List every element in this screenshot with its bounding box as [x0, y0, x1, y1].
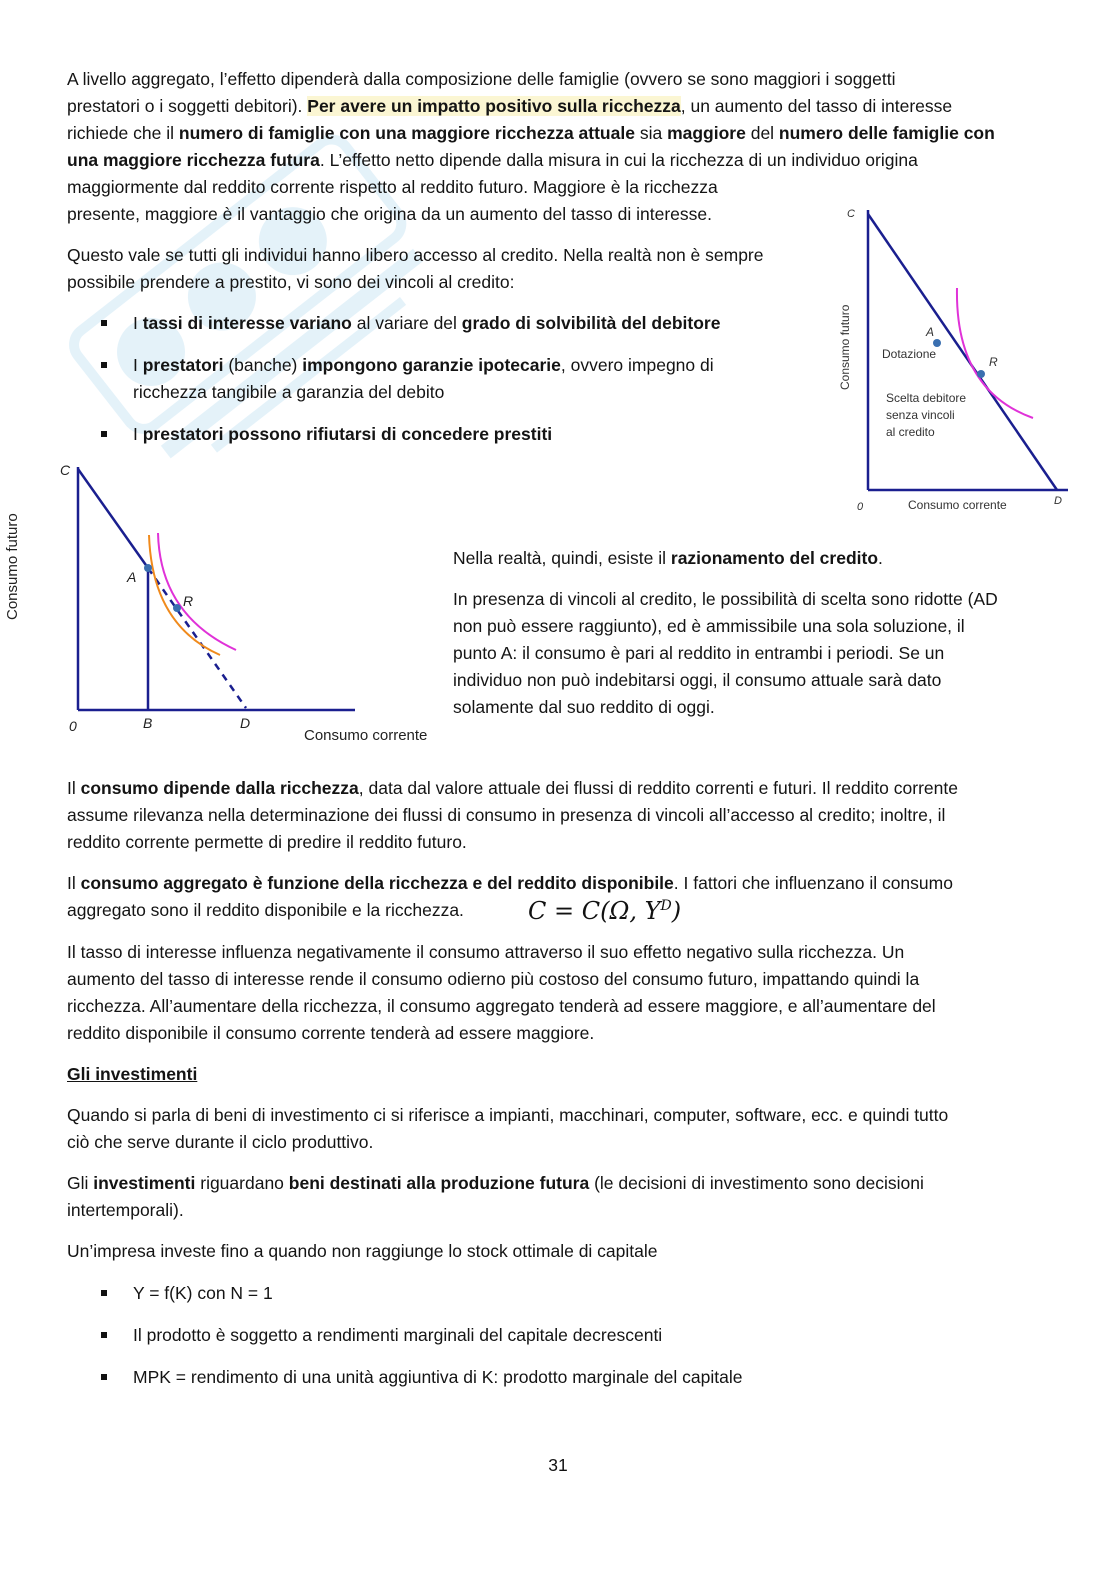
text-line: richiede che il [67, 123, 179, 143]
paragraph-constraints-effect [453, 586, 998, 721]
bold-text: Per avere un impatto positivo sulla ricchezza [307, 96, 681, 116]
text-line: . L’effetto netto dipende dalla misura in cui la ricchezza di un individuo origina [319, 150, 918, 170]
text-line: possibile prendere a prestito, vi sono dei vincoli al credito: [67, 272, 515, 292]
bold-text: una maggiore ricchezza futura [67, 150, 320, 170]
paragraph-capital-stock: Un’impresa investe fino a quando non raggiunge lo stock ottimale di capitale [67, 1241, 658, 1261]
budget-line [78, 469, 148, 568]
list-item: I prestatori possono rifiutarsi di concedere prestiti [67, 421, 787, 448]
paragraph-aggregate-consumption: Il consumo aggregato è funzione della ricchezza e del reddito disponibile. I fattori che influenzano il consumo aggregato sono il reddito disponibile e la ricchezza. [67, 870, 953, 924]
point-a [933, 339, 941, 347]
text-line: Il tasso di interesse influenza negativamente il consumo attraverso il suo effetto negativo sulla ricchezza. Un [67, 942, 905, 962]
bullet-icon [101, 1290, 107, 1296]
axis-label-c: C [60, 462, 71, 478]
text-line: reddito disponibile il consumo corrente tenderà ad essere maggiore. [67, 1023, 595, 1043]
unconstrained-borrower-chart [833, 200, 1073, 520]
origin-label: 0 [69, 718, 77, 734]
text-line: non può essere raggiunto), ed è ammissibile una sola soluzione, il [453, 616, 965, 636]
bold-text: investimenti [93, 1173, 196, 1193]
capital-list [67, 1280, 1047, 1391]
page-number: 31 [548, 1455, 568, 1475]
text-line: reddito corrente permette di predire il reddito futuro. [67, 832, 467, 852]
list-item: I tassi di interesse variano al variare del grado di solvibilità del debitore [67, 310, 787, 337]
label-r: R [989, 355, 998, 369]
bold-text: razionamento del credito [670, 548, 879, 568]
text-line: solamente dal suo reddito di oggi. [453, 697, 715, 717]
text-line: prestatori o i soggetti debitori). [67, 96, 308, 116]
endowment-label: Dotazione [882, 347, 937, 361]
label-d: D [1054, 495, 1062, 507]
text-line: A livello aggregato, l’effetto dipenderà dalla composizione delle famiglie (ovvero se sono maggiori i soggetti [67, 69, 896, 89]
text-line: punto A: il consumo è pari al reddito in entrambi i periodi. Se un [453, 643, 945, 663]
bullet-icon [101, 320, 107, 326]
y-axis-label: Consumo futuro [838, 304, 852, 390]
text-line: Quando si parla di beni di investimento ci si riferisce a impianti, macchinari, computer, software, ecc. e quindi tutto [67, 1105, 949, 1125]
bold-text: beni destinati alla produzione futura [288, 1173, 590, 1193]
list-item: Il prodotto è soggetto a rendimenti marginali del capitale decrescenti [67, 1322, 1047, 1349]
paragraph-investment-goods [67, 1102, 948, 1156]
paragraph-credit-access [67, 242, 764, 296]
y-axis-label: Consumo futuro [4, 513, 21, 620]
text-line: In presenza di vincoli al credito, le possibilità di scelta sono ridotte (AD [453, 589, 998, 609]
x-axis-label: Consumo corrente [908, 498, 1007, 512]
x-axis-label: Consumo corrente [304, 727, 428, 744]
bullet-icon [101, 431, 107, 437]
text-line: del [745, 123, 779, 143]
text-line: individuo non può indebitarsi oggi, il consumo attuale sarà dato [453, 670, 942, 690]
text-line: aggregato sono il reddito disponibile e la ricchezza. [67, 900, 464, 920]
label-d: D [240, 715, 251, 731]
point-a [144, 564, 152, 572]
section-heading: Gli investimenti [67, 1064, 198, 1084]
paragraph-investments: Gli investimenti riguardano beni destinati alla produzione futura (le decisioni di investimento sono decisioni intertemporali). [67, 1170, 924, 1224]
label-a: A [127, 569, 137, 585]
text-line: assume rilevanza nella determinazione dei flussi di consumo in presenza di vincoli all’accesso al credito; inoltre, il [67, 805, 946, 825]
indifference-curve [158, 533, 236, 650]
bullet-icon [101, 362, 107, 368]
text-line: presente, maggiore è il vantaggio che origina da un aumento del tasso di interesse. [67, 204, 712, 224]
list-item: Y = f(K) con N = 1 [67, 1280, 1047, 1307]
text-line: ciò che serve durante il ciclo produttivo. [67, 1132, 374, 1152]
list-item: MPK = rendimento di una unità aggiuntiva di K: prodotto marginale del capitale [67, 1364, 1047, 1391]
origin-label: 0 [857, 501, 864, 513]
bullet-icon [101, 1332, 107, 1338]
bold-text: consumo aggregato è funzione della ricchezza e del reddito disponibile [80, 873, 674, 893]
paragraph-credit-rationing: Nella realtà, quindi, esiste il razionamento del credito. [453, 548, 883, 568]
text-line: Questo vale se tutti gli individui hanno libero accesso al credito. Nella realtà non è sempre [67, 245, 764, 265]
label-b: B [143, 715, 153, 731]
text-line: , un aumento del tasso di interesse [680, 96, 953, 116]
credit-constraints-list [67, 310, 787, 448]
choice-label: al credito [886, 425, 935, 439]
unreachable-segment [148, 568, 246, 708]
consumption-formula: C = C(Ω, $Y^D$) [528, 897, 682, 925]
choice-label: Scelta debitore [886, 391, 967, 405]
point-r [173, 604, 181, 612]
axis-label-c: C [847, 208, 855, 220]
point-r [977, 370, 985, 378]
label-a: A [926, 325, 935, 339]
paragraph-consumption-wealth: Il consumo dipende dalla ricchezza, data dal valore attuale dei flussi di reddito correnti e futuri. Il reddito corrente assume rilevanza nella determinazione dei flussi di consumo in presenza di vincoli all’accesso al credito; inoltre, il reddito corrente permette di predire il reddito futuro. [67, 775, 958, 856]
bullet-icon [101, 1374, 107, 1380]
credit-rationing-chart [0, 455, 445, 750]
bold-text: numero delle famiglie con [778, 123, 995, 143]
bold-text: numero di famiglie con una maggiore ricchezza attuale [178, 123, 635, 143]
text-line: sia [634, 123, 668, 143]
bold-text: maggiore [667, 123, 746, 143]
choice-label: senza vincoli [886, 408, 955, 422]
list-item: I prestatori (banche) impongono garanzie ipotecarie, ovvero impegno di ricchezza tangibile a garanzia del debito [67, 352, 787, 406]
text-line: aumento del tasso di interesse rende il consumo odierno più costoso del consumo futuro, impattando quindi la [67, 969, 920, 989]
paragraph-interest-rate [67, 939, 936, 1047]
bold-text: consumo dipende dalla ricchezza [80, 778, 359, 798]
text-line: ricchezza. All’aumentare della ricchezza, il consumo aggregato tenderà ad essere maggiore, e all’aumentare del [67, 996, 936, 1016]
text-line: intertemporali). [67, 1200, 184, 1220]
text-line: maggiormente dal reddito corrente rispetto al reddito futuro. Maggiore è la ricchezza [67, 177, 718, 197]
label-r: R [183, 593, 194, 609]
